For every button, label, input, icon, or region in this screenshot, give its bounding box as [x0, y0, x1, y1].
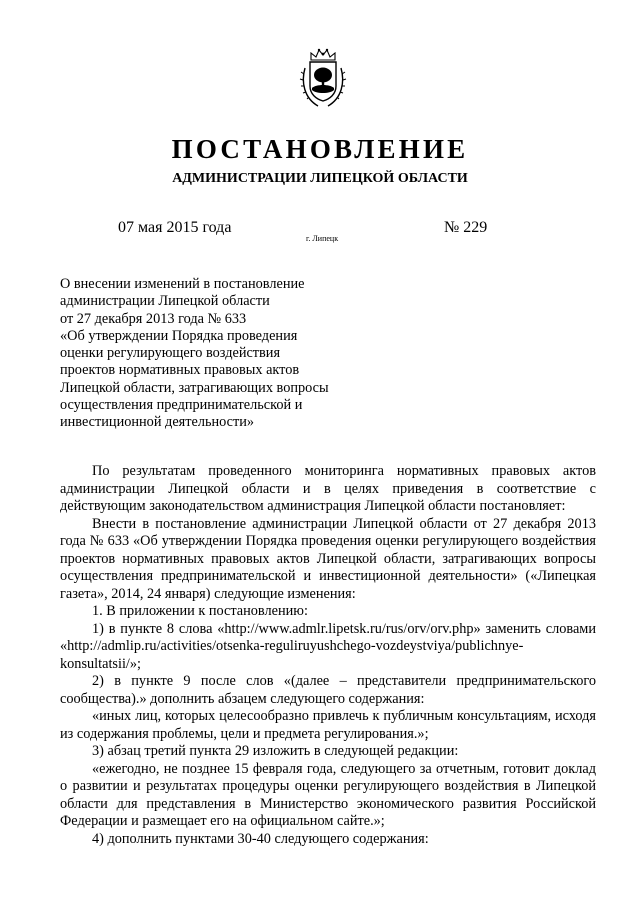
body-paragraph: 1. В приложении к постановлению: — [92, 603, 308, 619]
subject-line: Липецкой области, затрагивающих вопросы — [60, 379, 329, 396]
document-number: № 229 — [444, 219, 488, 236]
body-paragraph: Внести в постановление администрации Липецкой области от 27 декабря 2013 года № 633 «Об утверждении Порядка проведения оценки регулирующего воздействия проектов нормативных правовых актов Липецкой области, затрагивающих вопросы осуществления предпринимательской и инвестиционной деятельности» («Липецкая газета», 2014, 24 января) следующие изменения: — [60, 515, 596, 602]
body-paragraph: «иных лиц, которых целесообразно привлечь к публичным консультациям, исходя из содержания проблемы, цели и предмета регулирования.»; — [60, 708, 596, 742]
body-paragraph: 4) дополнить пунктами 30-40 следующего содержания: — [92, 830, 429, 847]
subject-line: «Об утверждении Порядка проведения — [60, 327, 298, 344]
body-paragraph: По результатам проведенного мониторинга нормативных правовых актов администрации Липецкой области и в целях приведения в соответствие с действующим законодательством администрация Липецкой области постановляет: — [60, 463, 596, 514]
coat-of-arms-emblem — [298, 48, 348, 110]
issuing-authority: АДМИНИСТРАЦИИ ЛИПЕЦКОЙ ОБЛАСТИ — [172, 171, 468, 186]
body-paragraph: «ежегодно, не позднее 15 февраля года, следующего за отчетным, готовит доклад о развитии и результатах процедуры оценки регулирующего воздействия в Липецкой области для представления в Министерство экономического развития Российской Федерации и размещает его на официальном сайте.»; — [60, 760, 596, 829]
body-paragraph: 3) абзац третий пункта 29 изложить в следующей редакции: — [92, 743, 459, 759]
subject-line: администрации Липецкой области — [60, 293, 270, 310]
document-body — [60, 463, 596, 848]
subject-line: осуществления предпринимательской и — [60, 397, 303, 414]
document-title: ПОСТАНОВЛЕНИЕ — [171, 134, 469, 164]
subject-line: О внесении изменений в постановление — [60, 276, 305, 292]
body-paragraph: 1) в пункте 8 слова «http://www.admlr.lipetsk.ru/rus/orv/orv.php» заменить словами «http://admlip.ru/activities/otsenka-reguliruyushchego-vozdeystviya/publichnye-konsultatsii/»; — [60, 620, 596, 672]
subject-line: проектов нормативных правовых актов — [60, 362, 300, 379]
subject-line: от 27 декабря 2013 года № 633 — [60, 310, 247, 327]
document-subject — [60, 276, 360, 432]
subject-line: оценки регулирующего воздействия — [60, 345, 281, 362]
body-paragraph: 2) в пункте 9 после слов «(далее – представители предпринимательского сообщества).» дополнить абзацем следующего содержания: — [60, 673, 596, 707]
document-date: 07 мая 2015 года — [118, 219, 232, 236]
subject-line: инвестиционной деятельности» — [60, 414, 255, 431]
document-place: г. Липецк — [306, 234, 339, 243]
